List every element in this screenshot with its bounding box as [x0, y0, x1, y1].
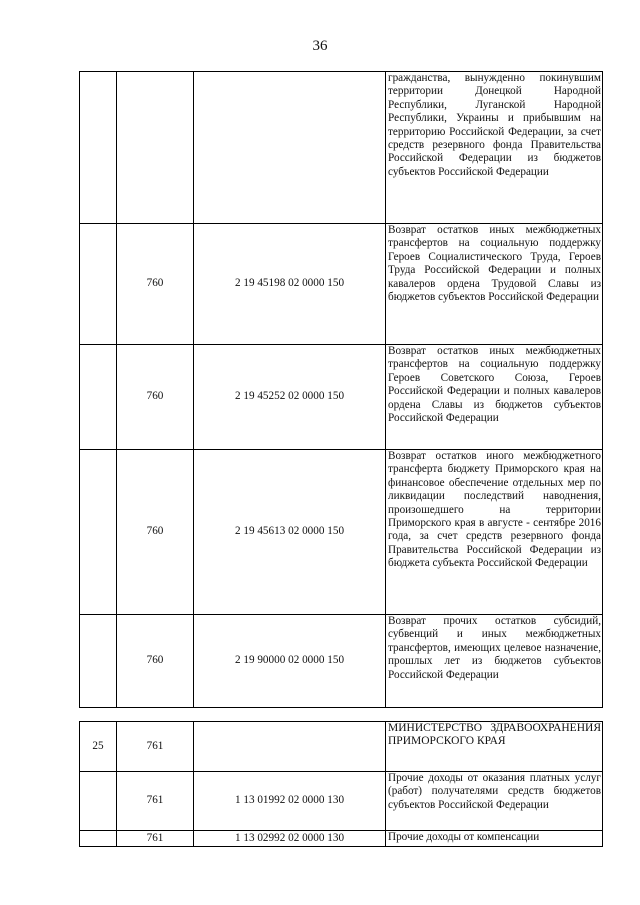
- kbk-code-cell: 1 13 02992 02 0000 130: [194, 831, 386, 847]
- row-number-cell: 25: [80, 722, 117, 772]
- table-row: [80, 615, 603, 708]
- kbk-code-cell: 2 19 45198 02 0000 150: [194, 224, 386, 345]
- ministry-name-cell: МИНИСТЕРСТВО ЗДРАВООХРАНЕНИЯ ПРИМОРСКОГО КРАЯ: [386, 722, 603, 772]
- row-number-cell: [80, 772, 117, 831]
- revenue-table-continued: [79, 71, 603, 708]
- health-ministry-table: [79, 721, 603, 847]
- row-number-cell: [80, 450, 117, 615]
- description-cell: Возврат остатков иных межбюджетных трансфертов на социальную поддержку Героев Советского Союза, Героев Российской Федерации и полных кавалеров ордена Славы из бюджетов субъектов Российской Федерации: [386, 345, 603, 450]
- admin-code-cell: 760: [117, 450, 194, 615]
- table-row: [80, 772, 603, 831]
- kbk-code-cell: 2 19 90000 02 0000 150: [194, 615, 386, 708]
- kbk-code-cell: [194, 722, 386, 772]
- description-cell: гражданства, вынужденно покинувшим территории Донецкой Народной Республики, Луганской Народной Республики, Украины и прибывшим на территорию Российской Федерации, за счет средств резервного фонда Правительства Российской Федерации из бюджетов субъектов Российской Федерации: [386, 72, 603, 224]
- admin-code-cell: 760: [117, 615, 194, 708]
- description-cell: Возврат прочих остатков субсидий, субвенций и иных межбюджетных трансфертов, имеющих целевое назначение, прошлых лет из бюджетов субъектов Российской Федерации: [386, 615, 603, 708]
- description-cell: Прочие доходы от компенсации: [386, 831, 603, 847]
- admin-code-cell: 760: [117, 224, 194, 345]
- kbk-code-cell: [194, 72, 386, 224]
- table-row: [80, 345, 603, 450]
- table-row: [80, 224, 603, 345]
- row-number-cell: [80, 345, 117, 450]
- admin-code-cell: 761: [117, 831, 194, 847]
- table-row: [80, 450, 603, 615]
- description-cell: Возврат остатков иного межбюджетного трансферта бюджету Приморского края на финансовое обеспечение отдельных мер по ликвидации последствий наводнения, произошедшего на территории Приморского края в августе - сентябре 2016 года, за счет средств резервного фонда Правительства Российской Федерации из бюджета субъекта Российской Федерации: [386, 450, 603, 615]
- kbk-code-cell: 2 19 45252 02 0000 150: [194, 345, 386, 450]
- table-row: [80, 72, 603, 224]
- admin-code-cell: 761: [117, 772, 194, 831]
- admin-code-cell: [117, 72, 194, 224]
- row-number-cell: [80, 615, 117, 708]
- kbk-code-cell: 1 13 01992 02 0000 130: [194, 772, 386, 831]
- table-row: [80, 831, 603, 847]
- row-number-cell: [80, 224, 117, 345]
- admin-code-cell: 761: [117, 722, 194, 772]
- table-row: [80, 722, 603, 772]
- description-cell: Возврат остатков иных межбюджетных трансфертов на социальную поддержку Героев Социалистического Труда, Героев Труда Российской Федерации и полных кавалеров ордена Трудовой Славы из бюджетов субъектов Российской Федерации: [386, 224, 603, 345]
- page-number: 36: [312, 38, 328, 54]
- row-number-cell: [80, 831, 117, 847]
- description-cell: Прочие доходы от оказания платных услуг (работ) получателями средств бюджетов субъектов Российской Федерации: [386, 772, 603, 831]
- row-number-cell: [80, 72, 117, 224]
- kbk-code-cell: 2 19 45613 02 0000 150: [194, 450, 386, 615]
- admin-code-cell: 760: [117, 345, 194, 450]
